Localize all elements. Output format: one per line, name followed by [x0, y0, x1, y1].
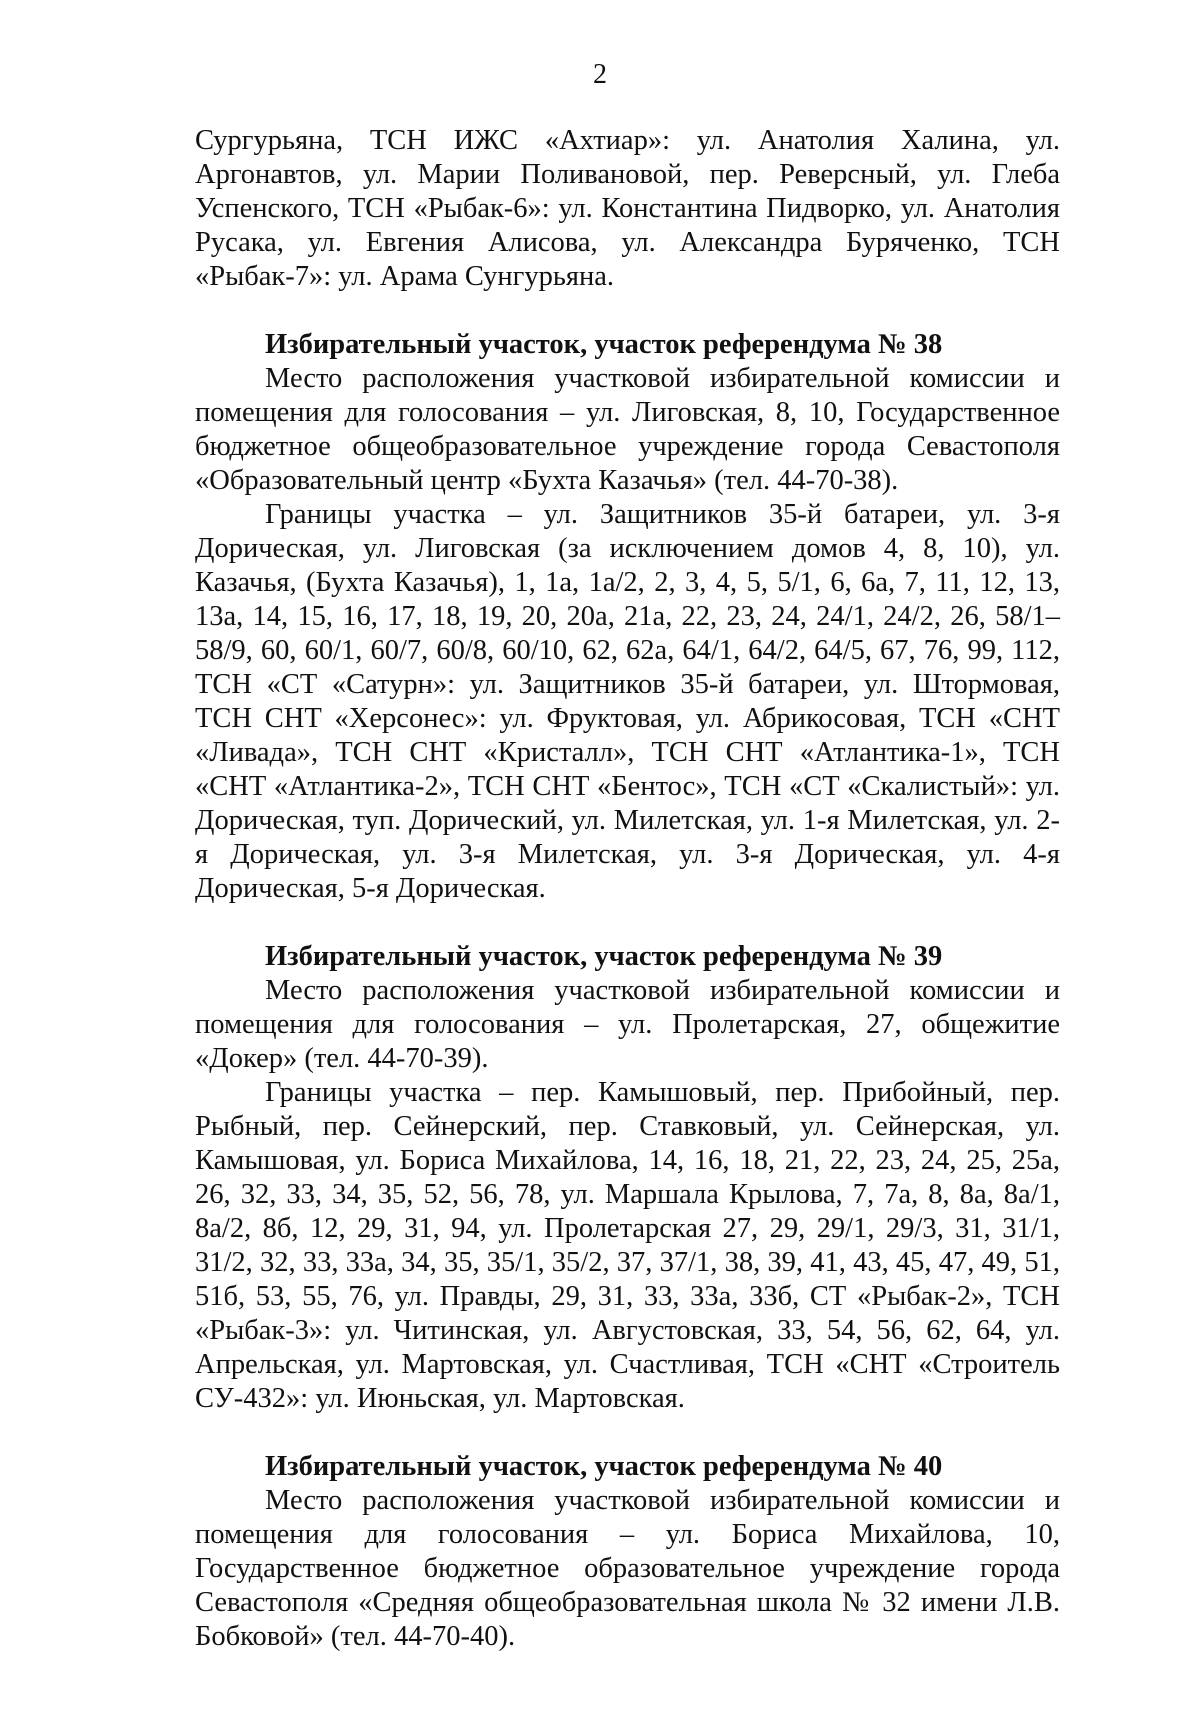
boundaries-paragraph: Границы участка – пер. Камышовый, пер. Прибойный, пер. Рыбный, пер. Сейнерский, пер. Ставковый, ул. Сейнерская, ул. Камышовая, ул. Бориса Михайлова, 14, 16, 18, 21, 22, 23, 24, 25, 25а, 26, 32, 33, 34, 35, 52, 56, 78, ул. Маршала Крылова, 7, 7а, 8, 8а, 8а/1, 8а/2, 8б, 12, 29, 31, 94, ул. Пролетарская 27, 29, 29/1, 29/3, 31, 31/1, 31/2, 32, 33, 33а, 34, 35, 35/1, 35/2, 37, 37/1, 38, 39, 41, 43, 45, 47, 49, 51, 51б, 53, 55, 76, ул. Правды, 29, 31, 33, 33а, 33б, СТ «Рыбак-2», ТСН «Рыбак-3»: ул. Читинская, ул. Августовская, 33, 54, 56, 62, 64, ул. Апрельская, ул. Мартовская, ул. Счастливая, ТСН «СНТ «Строитель СУ-432»: ул. Июньская, ул. Мартовская. [195, 1077, 1060, 1414]
section-spacer [195, 1416, 1060, 1450]
location-paragraph: Место расположения участковой избирательной комиссии и помещения для голосования – ул. Бориса Михайлова, 10, Государственное бюджетное образовательное учреждение города Севастополя «Средняя общеобразовательная школа № 32 имени Л.В. Бобковой» (тел. 44-70-40). [195, 1485, 1060, 1652]
section-40 [195, 1450, 1060, 1654]
page-number: 2 [593, 59, 607, 90]
location-paragraph: Место расположения участковой избирательной комиссии и помещения для голосования – ул. Пролетарская, 27, общежитие «Докер» (тел. 44-70-39). [195, 975, 1060, 1074]
location-paragraph: Место расположения участковой избирательной комиссии и помещения для голосования – ул. Лиговская, 8, 10, Государственное бюджетное общеобразовательное учреждение города Севастополя «Образовательный центр «Бухта Казачья» (тел. 44-70-38). [195, 363, 1060, 496]
section-heading: Избирательный участок, участок референдума № 39 [265, 941, 943, 972]
section-heading: Избирательный участок, участок референдума № 38 [265, 329, 943, 360]
section-38 [195, 328, 1060, 906]
section-spacer [195, 294, 1060, 328]
section-39 [195, 940, 1060, 1416]
document-body [195, 124, 1060, 1654]
intro-paragraph: Сургурьяна, ТСН ИЖС «Ахтиар»: ул. Анатолия Халина, ул. Аргонавтов, ул. Марии Поливановой, пер. Реверсный, ул. Глеба Успенского, ТСН «Рыбак-6»: ул. Константина Пидворко, ул. Анатолия Русака, ул. Евгения Алисова, ул. Александра Буряченко, ТСН «Рыбак-7»: ул. Арама Сунгурьяна. [195, 125, 1060, 292]
boundaries-paragraph: Границы участка – ул. Защитников 35-й батареи, ул. 3-я Дорическая, ул. Лиговская (за исключением домов 4, 8, 10), ул. Казачья, (Бухта Казачья), 1, 1а, 1а/2, 2, 3, 4, 5, 5/1, 6, 6а, 7, 11, 12, 13, 13а, 14, 15, 16, 17, 18, 19, 20, 20а, 21а, 22, 23, 24, 24/1, 24/2, 26, 58/1–58/9, 60, 60/1, 60/7, 60/8, 60/10, 62, 62а, 64/1, 64/2, 64/5, 67, 76, 99, 112, ТСН «СТ «Сатурн»: ул. Защитников 35-й батареи, ул. Штормовая, ТСН СНТ «Херсонес»: ул. Фруктовая, ул. Абрикосовая, ТСН «СНТ «Ливада», ТСН СНТ «Кристалл», ТСН СНТ «Атлантика-1», ТСН «СНТ «Атлантика-2», ТСН СНТ «Бентос», ТСН «СТ «Скалистый»: ул. Дорическая, туп. Дорический, ул. Милетская, ул. 1-я Милетская, ул. 2-я Дорическая, ул. 3-я Милетская, ул. 3-я Дорическая, ул. 4-я Дорическая, 5-я Дорическая. [195, 499, 1060, 904]
section-spacer [195, 906, 1060, 940]
section-heading: Избирательный участок, участок референдума № 40 [265, 1451, 943, 1482]
